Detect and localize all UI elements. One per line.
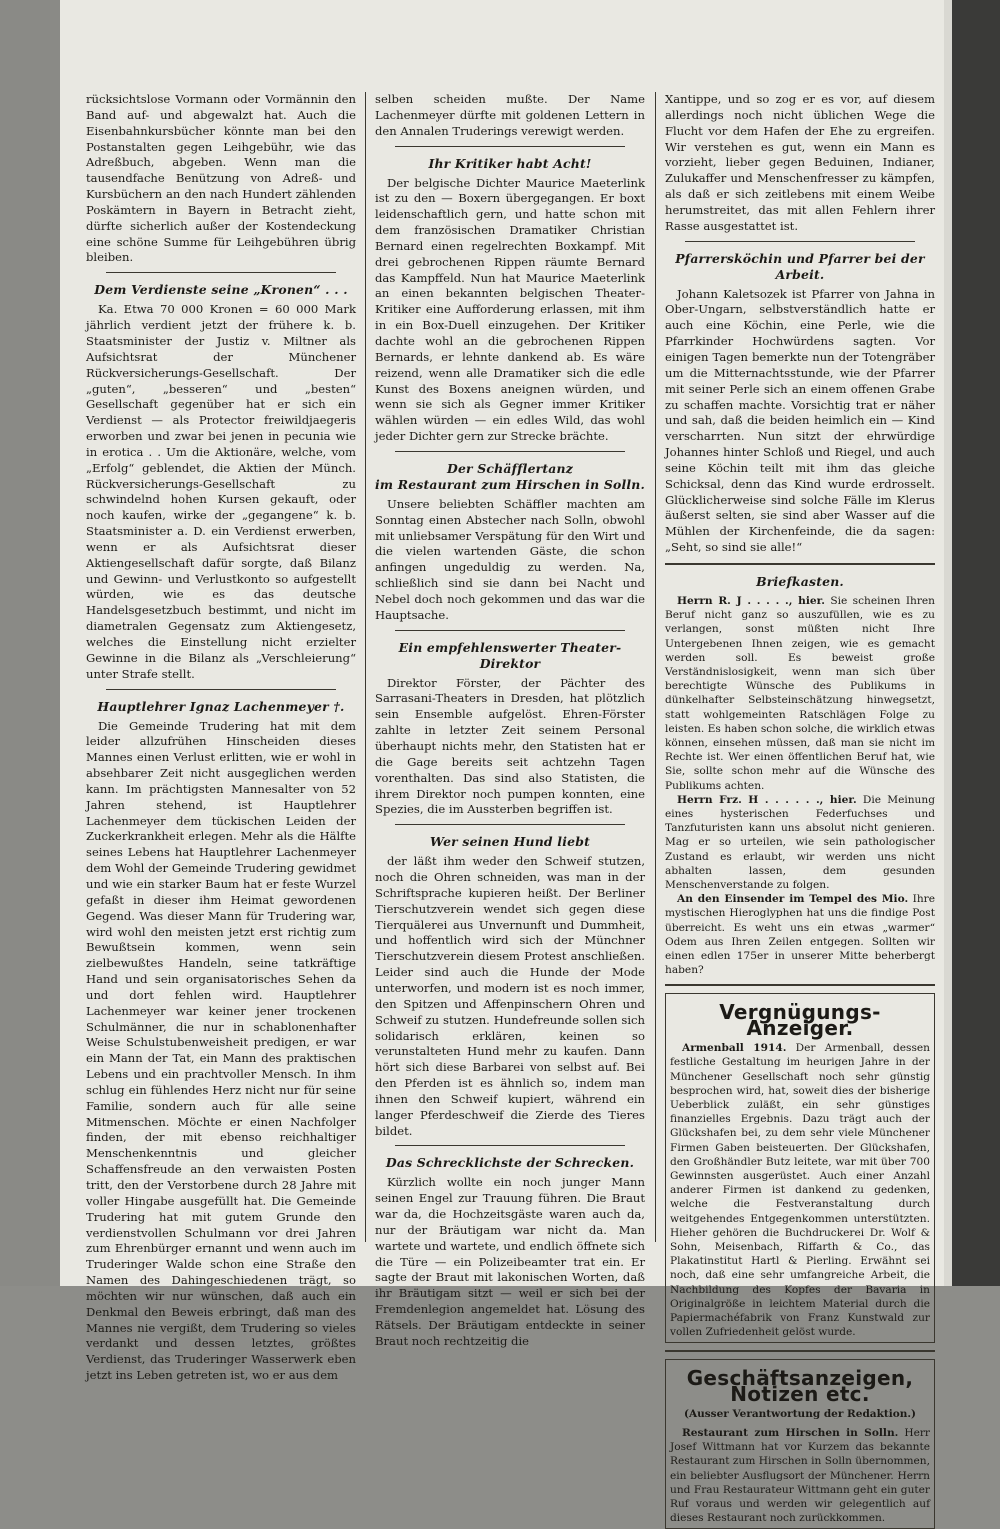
article-schrecken-text: Kürzlich wollte ein noch junger Mann seinen Engel zur Trauung führen. Die Braut war da, die Hochzeitsgäste waren auch da, nur der Bräutigam war nicht da. Man wartete und wartete, und endlich öffnete sich die Türe — ein Polizeibeamter trat ein. Er sagte der Braut mit lakonischen Worten, daß ihr Bräutigam sitzt — weil er sich bei der Fremdenlegion angemeldet hat. Lösung des Rätsels. Der Bräutigam entdeckte in seiner Braut noch rechtzeitig die	[375, 1175, 645, 1348]
divider	[395, 630, 625, 631]
column-2	[375, 92, 645, 1348]
ad-geschaeftsanzeigen-lead: Restaurant zum Hirschen in Solln.	[682, 1426, 899, 1439]
article-kronen-text: Ka. Etwa 70 000 Kronen = 60 000 Mark jährlich verdient jetzt der frühere k. b. Staatsminister der Justiz v. Miltner als Aufsichtsrat der Münchener Rückversicherungs-Gesellschaft. Der „guten“, „besseren“ und „besten“ Gesellschaft gegenüber hat er sich ein Verdienst — als Protector freiwildjaegeris erworben und zwar bei jenen in pecunia wie in erotica . . Um die Aktionäre, welche, vom „Erfolg“ geblendet, die Aktien der Münch. Rückversicherungs-Gesellschaft zu schwindelnd hohen Kursen gekauft, oder noch kaufen, wirke der „gegangene“ k. b. Staatsminister a. D. ein Verdienst erwerben, wenn er als Aufsichtsrat dieser Aktiengesellschaft dafür sorgte, daß Bilanz und Gewinn- und Verlustkonto so aufgestellt würden, wie es das deutsche Handelsgesetzbuch bestimmt, und nicht im diametralen Gegensatz zum Aktiengesetz, welches die Einstellung nicht erzielter Gewinne in die Bilanz als „Verschleierung“ unter Strafe stellt.	[86, 302, 356, 681]
article-heading-pfarrer: Pfarrersköchin und Pfarrer bei der Arbeit.	[675, 250, 925, 282]
divider	[395, 1145, 625, 1146]
divider	[665, 1350, 935, 1352]
ad-geschaeftsanzeigen-body: Herr Josef Wittmann hat vor Kurzem das bekannte Restaurant zum Hirschen in Solln übernommen, ein beliebter Ausflugsort der Münchener. Herrn und Frau Restaurateur Wittmann geht ein guter Ruf voraus und werden wir gelegentlich auf dieses Restaurant noch zurückkommen.	[670, 1426, 930, 1525]
article-continuation: selben scheiden mußte. Der Name Lachenmeyer dürfte mit goldenen Lettern in den Annalen Truderings verewigt werden.	[375, 92, 645, 138]
article-obituary-text: Die Gemeinde Trudering hat mit dem leider allzufrühen Hinscheiden dieses Mannes einen Verlust erlitten, wie er wohl in absehbarer Zeit nicht ausgeglichen werden kann. Im prächtigsten Mannesalter von 52 Jahren stehend, ist Hauptlehrer Lachenmeyer dem tückischen Leiden der Zuckerkrankheit erlegen. Mehr als die Hälfte seines Lebens hat Hauptlehrer Lachenmeyer dem Wohl der Gemeinde Trudering gewidmet und wie ein starker Baum hat er feste Wurzel gefaßt in dieser ihm Heimat gewordenen Gegend. Was dieser Mann für Trudering war, wird wohl den meisten jetzt erst richtig zum Bewußtsein kommen, wenn sein zielbewußtes Handeln, seine tatkräftige Hand und sein organisatorisches Sehen da und dort fehlen wird. Hauptlehrer Lachenmeyer war keiner jener trockenen Schulmänner, die nur in schablonenhafter Weise Schulstubenweisheit predigen, er war ein Mann der Tat, ein Mann des praktischen Lebens und ein prachtvoller Mensch. In ihm schlug ein fühlendes Herz nicht nur für seine Familie, sondern auch für alle seine Mitmenschen. Möchte er einen Nachfolger finden, der mit ebenso reichhaltiger Menschenkenntnis und gleicher Schaffensfreude an den verwaisten Posten tritt, den der Verstorbene durch 28 Jahre mit voller Hingabe ausgefüllt hat. Die Gemeinde Trudering hat mit gutem Grunde den verdienstvollen Schulmann vor drei Jahren zum Ehrenbürger ernannt und wenn auch im Truderinger Walde schon eine Straße den Namen des Dahingeschiedenen trägt, so möchten wir nur wünschen, daß auch ein Denkmal den Beweis erbringt, daß man des Mannes nie vergißt, dem Trudering so vieles verdankt und dessen letztes, größtes Verdienst, das Truderinger Wasserwerk eben jetzt ins Leben getreten ist, wo er aus dem	[86, 718, 356, 1383]
article-heading-schaefflertanz: Der Schäfflertanz	[447, 460, 573, 476]
article-hund-text: der läßt ihm weder den Schweif stutzen, noch die Ohren schneiden, was man in der Schriftsprache kupieren heißt. Der Berliner Tierschutzverein wendet sich gegen diese Tierquälerei aus Unvernunft und Dummheit, und hoffentlich wird sich der Münchner Tierschutzverein diesem Protest anschließen. Leider sind auch die Hunde der Mode unterworfen, und modern ist es noch immer, den Spitzen und Affenpinschern Ohren und Schweif zu stutzen. Hundefreunde sollen sich solidarisch erklären, keinen so verunstalteten Hund mehr zu kaufen. Dann hört sich diese Barbarei von selbst auf. Bei den Pferden ist es ähnlich so, indem man ihnen den Schweif kupiert, während ein langer Pferdeschweif die Zierde des Tieres bildet.	[375, 854, 645, 1138]
divider	[665, 984, 935, 986]
briefkasten-entry-3	[665, 892, 935, 977]
briefkasten-entry-2	[665, 793, 935, 892]
article-heading-kronen: Dem Verdienste seine „Kronen“ . . .	[94, 282, 348, 298]
article-heading-theater-direktor: Ein empfehlenswerter Theater-Direktor	[398, 639, 622, 671]
scan-margin-right	[944, 0, 1000, 1286]
article-heading-obituary: Hauptlehrer Ignaz Lachenmeyer †.	[97, 698, 345, 714]
column-rule-2	[655, 92, 656, 1242]
divider	[395, 824, 625, 825]
briefkasten-addressee-2: Herrn Frz. H . . . . . ., hier.	[677, 793, 857, 806]
briefkasten-addressee-3: An den Einsender im Tempel des Mio.	[677, 893, 909, 906]
divider	[685, 241, 915, 242]
column-1	[86, 92, 356, 1383]
ad-subheading-disclaimer: (Ausser Verantwortung der Redaktion.)	[684, 1408, 916, 1421]
briefkasten-reply-2: Die Meinung eines hysterischen Federfuchses und Tanzfuturisten kann uns absolut nicht genieren. Mag er so urteilen, wie sein pathologischer Zustand es erlaubt, wir werden uns nicht abhalten lassen, dem gesunden Menschenverstande zu folgen.	[665, 793, 935, 891]
article-schaefflertanz-text: Unsere beliebten Schäffler machten am Sonntag einen Abstecher nach Solln, obwohl mit unliebsamer Verspätung für den Wirt und die vielen wartenden Gäste, die schon anfingen ungeduldig zu werden. Na, schließlich sind sie dann bei Nacht und Nebel doch noch gekommen und das war die Hauptsache.	[375, 496, 645, 622]
ad-vergnuegungen-body: Der Armenball, dessen festliche Gestaltung im heurigen Jahre in der Münchener Gesellschaft noch sehr günstig besprochen wird, hat, soweit dies der bisherige Ueberblick zuläßt, ein sehr günstiges finanzielles Ergebnis. Dazu trägt auch der Glückshafen bei, zu dem sehr viele Münchener Firmen Gaben beisteuerten. Der Glückshafen, den Großhändler Butz leitete, war mit über 700 Gewinnsten ausgerüstet. Auch einer Anzahl anderer Firmen ist dankend zu gedenken, welche die Festveranstaltung durch weitgehendes Entgegenkommen unterstützten. Hieher gehören die Buchdruckerei Dr. Wolf & Sohn, Meisenbach, Riffarth & Co., das Plakatinstitut Hartl & Pierling. Erwähnt sei noch, daß eine sehr umfangreiche Arbeit, die Nachbildung des Kopfes der Bavaria in Originalgröße in leichtem Material durch die Papiermachéfabrik von Franz Kunstwald zur vollen Zufriedenheit gelöst wurde.	[670, 1042, 930, 1339]
column-3	[665, 92, 935, 1525]
ad-vergnuegungen-lead: Armenball 1914.	[682, 1042, 787, 1055]
divider	[106, 689, 336, 690]
briefkasten-reply-3: Ihre mystischen Hieroglyphen hat uns die findige Post überreicht. Es weht uns ein etwas „warmer“ Odem aus Ihren Zeilen entgegen. Sollten wir einen edlen 175er in unserer Mitte beherbergt haben?	[665, 893, 935, 977]
article-pfarrer-text: Johann Kaletsozek ist Pfarrer von Jahna in Ober-Ungarn, selbstverständlich hatte er auch eine Köchin, eine Perle, wie die Pfarrkinder Hochwürdens sagten. Vor einigen Tagen bemerkte nun der Totengräber um die Mitternachtsstunde, wie der Pfarrer mit seiner Perle sich an einem offenen Grabe zu schaffen machte. Vorsichtig trat er näher und sah, daß die beiden heimlich ein — Kind verscharrten. Nun sitzt der ehrwürdige Johannes hinter Schloß und Riegel, und auch seine Köchin teilt mit ihm das gleiche Schicksal, denn das Kind wurde erdrosselt. Glücklicherweise sind solche Fälle im Klerus äußerst selten, sie sind aber Wasser auf die Mühlen der Kirchenfeinde, die da sagen: „Seht, so sind sie alle!“	[665, 286, 935, 555]
ad-heading-vergnuegungen: Vergnügungs-Anzeiger.	[719, 1000, 881, 1041]
ad-geschaeftsanzeigen-text	[670, 1426, 930, 1525]
article-subheading-schaefflertanz: im Restaurant zum Hirschen in Solln.	[375, 476, 645, 492]
article-heading-hund: Wer seinen Hund liebt	[430, 834, 590, 850]
ad-vergnuegungen-text	[670, 1041, 930, 1339]
scan-edge-strip	[944, 0, 952, 1286]
section-heading-briefkasten: Briefkasten.	[756, 573, 844, 589]
article-kritiker-text: Der belgische Dichter Maurice Maeterlink ist zu den — Boxern übergegangen. Er boxt leidenschaftlich gern, und hatte schon mit dem französischen Dramatiker Christian Bernard einen regelrechten Boxkampf. Mit drei gebrochenen Rippen räumte Bernard das Kampffeld. Nun hat Maurice Maeterlink an einen bekannten belgischen Theater-Kritiker eine Aufforderung erlassen, mit ihm in ein Box-Duell einzugehen. Der Kritiker dachte wohl an die gebrochenen Rippen Bernards, er lehnte dankend ab. Es wäre reizend, wenn alle Dramatiker sich die edle Kunst des Boxens aneignen würden, und wenn sie sich als Gegner immer Kritiker wählen würden — ein edles Wild, das wohl jeder Dichter gern zur Strecke brächte.	[375, 175, 645, 444]
article-heading-schrecken: Das Schrecklichste der Schrecken.	[385, 1155, 635, 1171]
ad-heading-geschaeftsanzeigen: Geschäftsanzeigen, Notizen etc.	[686, 1366, 914, 1407]
newspaper-page	[60, 0, 944, 1525]
briefkasten-reply-1: Sie scheinen Ihren Beruf nicht ganz so auszufüllen, wie es zu verlangen, sonst müßten nicht Ihre Untergebenen Ihnen zeigen, wie es gemacht werden soll. Es beweist große Verständnislosigkeit, wenn man sich über berechtigte Wünsche des Publikums in dünkelhafter Selbsteinschätzung hinwegsetzt, statt wohlgemeinten Ratschlägen Folge zu leisten. Es haben schon solche, die wirklich etwas können, einsehen müssen, daß man sie nicht im Rechte ist. Wer einen öffentlichen Beruf hat, wie Sie, sollte schon mehr auf die Wünsche des Publikums achten.	[665, 594, 935, 792]
briefkasten-addressee-1: Herrn R. J . . . . ., hier.	[677, 594, 825, 607]
article-theater-direktor-text: Direktor Förster, der Pächter des Sarrasani-Theaters in Dresden, hat plötzlich sein Ensemble aufgelöst. Ehren-Förster zahlte in letzter Zeit seinem Personal überhaupt nichts mehr, den Statisten hat er die Gage bereits seit achtzehn Tagen vorenthalten. Das sind also Statisten, die ihrem Direktor noch pumpen konnten, eine Spezies, die im Aussterben begriffen ist.	[375, 675, 645, 817]
column-rule-1	[365, 92, 366, 1242]
divider	[106, 272, 336, 273]
article-heading-kritiker: Ihr Kritiker habt Acht!	[428, 155, 592, 171]
article-continuation: Xantippe, und so zog er es vor, auf diesem allerdings noch nicht üblichen Wege die Flucht vor dem Hafen der Ehe zu ergreifen. Wir verstehen es gut, wenn ein Mann es vorzieht, lieber gegen Beduinen, Indianer, Zulukaffer und Menschenfresser zu kämpfen, als daß er sich zeitlebens mit einem Weibe herumstreitet, das mit allen Fehlern ihrer Rasse ausgestattet ist.	[665, 92, 935, 233]
divider	[395, 451, 625, 452]
scan-margin-left	[0, 0, 60, 1286]
ad-box-vergnuegungen	[665, 993, 935, 1343]
divider	[665, 563, 935, 565]
briefkasten-entry-1	[665, 594, 935, 793]
divider	[395, 146, 625, 147]
article-continuation: rücksichtslose Vormann oder Vormännin den Band auf- und abgewalzt hat. Auch die Eisenbahnkursbücher könnte man bei den Postanstalten gegen Leihgebühr, wie das Adreßbuch, abgeben. Wenn man die tausendfache Benützung von Adreß- und Kursbüchern an den nach Hundert zählenden Poskämtern in Bayern in Betracht zieht, dürfte sicherlich außer der Kostendeckung eine schöne Summe für Leihgebühren übrig bleiben.	[86, 92, 356, 265]
ad-box-geschaeftsanzeigen	[665, 1359, 935, 1529]
